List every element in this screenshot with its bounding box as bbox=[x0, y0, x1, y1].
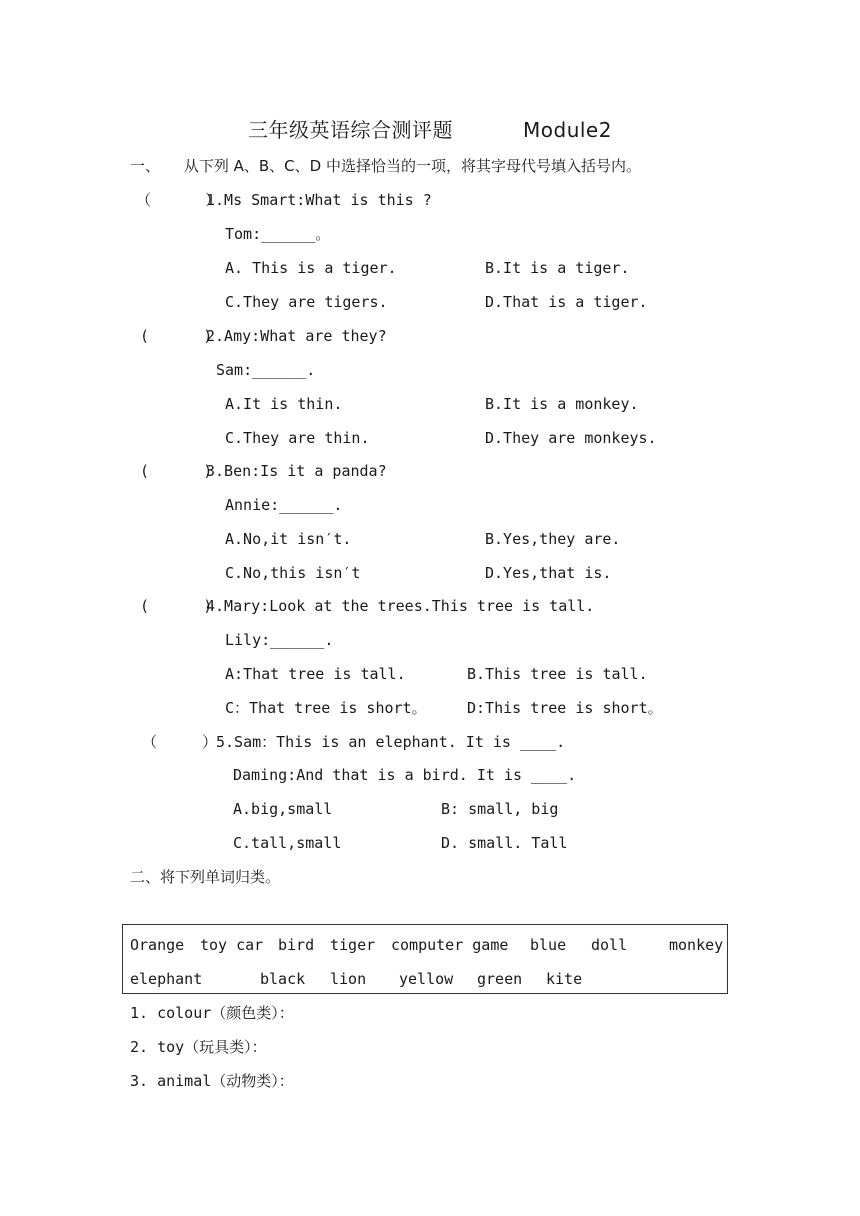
q3-option-a: A.No,it isn′t. bbox=[225, 530, 352, 548]
title-module: Module2 bbox=[523, 118, 612, 142]
word-bank-box bbox=[122, 924, 728, 994]
q4-option-d: D:This tree is short。 bbox=[467, 699, 663, 717]
word-lion: lion bbox=[330, 970, 367, 988]
q1-paren: （ ） bbox=[136, 191, 221, 209]
word-monkey: monkey bbox=[669, 936, 724, 954]
word-orange: Orange bbox=[130, 936, 185, 954]
word-yellow: yellow bbox=[399, 970, 454, 988]
title-chinese: 三年级英语综合测评题 bbox=[248, 118, 454, 142]
word-green: green bbox=[477, 970, 523, 988]
word-kite: kite bbox=[546, 970, 583, 988]
q1-question: 1.Ms Smart:What is this ? bbox=[206, 191, 432, 209]
q1-option-c: C.They are tigers. bbox=[225, 293, 388, 311]
word-doll: doll bbox=[591, 936, 628, 954]
q5-question: 5.Sam：This is an elephant. It is ____. bbox=[216, 733, 566, 751]
word-elephant: elephant bbox=[130, 970, 203, 988]
q5-option-b: B: small, big bbox=[441, 800, 559, 818]
q4-question: 4.Mary:Look at the trees.This tree is tall. bbox=[206, 597, 595, 615]
category-colour: 1. colour（颜色类）： bbox=[130, 1004, 294, 1022]
q4-option-b: B.This tree is tall. bbox=[467, 665, 648, 683]
section1-heading: 一、 从下列 A、B、C、D 中选择恰当的一项，将其字母代号填入括号内。 bbox=[130, 157, 641, 175]
word-blue: blue bbox=[530, 936, 567, 954]
q1-option-b: B.It is a tiger. bbox=[485, 259, 630, 277]
q2-answer: Sam:______. bbox=[216, 361, 316, 379]
q2-option-d: D.They are monkeys. bbox=[485, 429, 657, 447]
q3-answer: Annie:______. bbox=[225, 496, 343, 514]
word-bird: bird bbox=[278, 936, 315, 954]
q5-answer: Daming:And that is a bird. It is ____. bbox=[233, 766, 577, 784]
q4-option-c: C：That tree is short。 bbox=[225, 699, 427, 717]
q5-option-c: C.tall,small bbox=[233, 834, 342, 852]
word-black: black bbox=[260, 970, 306, 988]
q2-option-a: A.It is thin. bbox=[225, 395, 343, 413]
section2-heading: 二、将下列单词归类。 bbox=[130, 868, 281, 886]
q2-paren: ( ) bbox=[140, 327, 213, 345]
q2-option-c: C.They are thin. bbox=[225, 429, 370, 447]
category-toy: 2. toy（玩具类）： bbox=[130, 1038, 267, 1056]
page-title bbox=[0, 114, 860, 143]
q1-option-d: D.That is a tiger. bbox=[485, 293, 648, 311]
word-computer-game: computer game bbox=[391, 936, 509, 954]
q3-option-d: D.Yes,that is. bbox=[485, 564, 612, 582]
q3-question: 3.Ben:Is it a panda? bbox=[206, 462, 387, 480]
word-tiger: tiger bbox=[330, 936, 376, 954]
q3-paren: ( ) bbox=[140, 462, 213, 480]
q3-option-c: C.No,this isn′t bbox=[225, 564, 361, 582]
q1-answer: Tom:______。 bbox=[225, 225, 331, 243]
q2-question: 2.Amy:What are they? bbox=[206, 327, 387, 345]
q4-option-a: A:That tree is tall. bbox=[225, 665, 406, 683]
q4-answer: Lily:______. bbox=[225, 631, 334, 649]
q5-option-a: A.big,small bbox=[233, 800, 333, 818]
q2-option-b: B.It is a monkey. bbox=[485, 395, 639, 413]
q5-option-d: D. small. Tall bbox=[441, 834, 568, 852]
q3-option-b: B.Yes,they are. bbox=[485, 530, 621, 548]
word-toy-car: toy car bbox=[200, 936, 264, 954]
q5-paren: （ ） bbox=[142, 733, 218, 751]
q4-paren: ( ) bbox=[140, 597, 213, 615]
q1-option-a: A. This is a tiger. bbox=[225, 259, 397, 277]
category-animal: 3. animal（动物类）： bbox=[130, 1072, 294, 1090]
